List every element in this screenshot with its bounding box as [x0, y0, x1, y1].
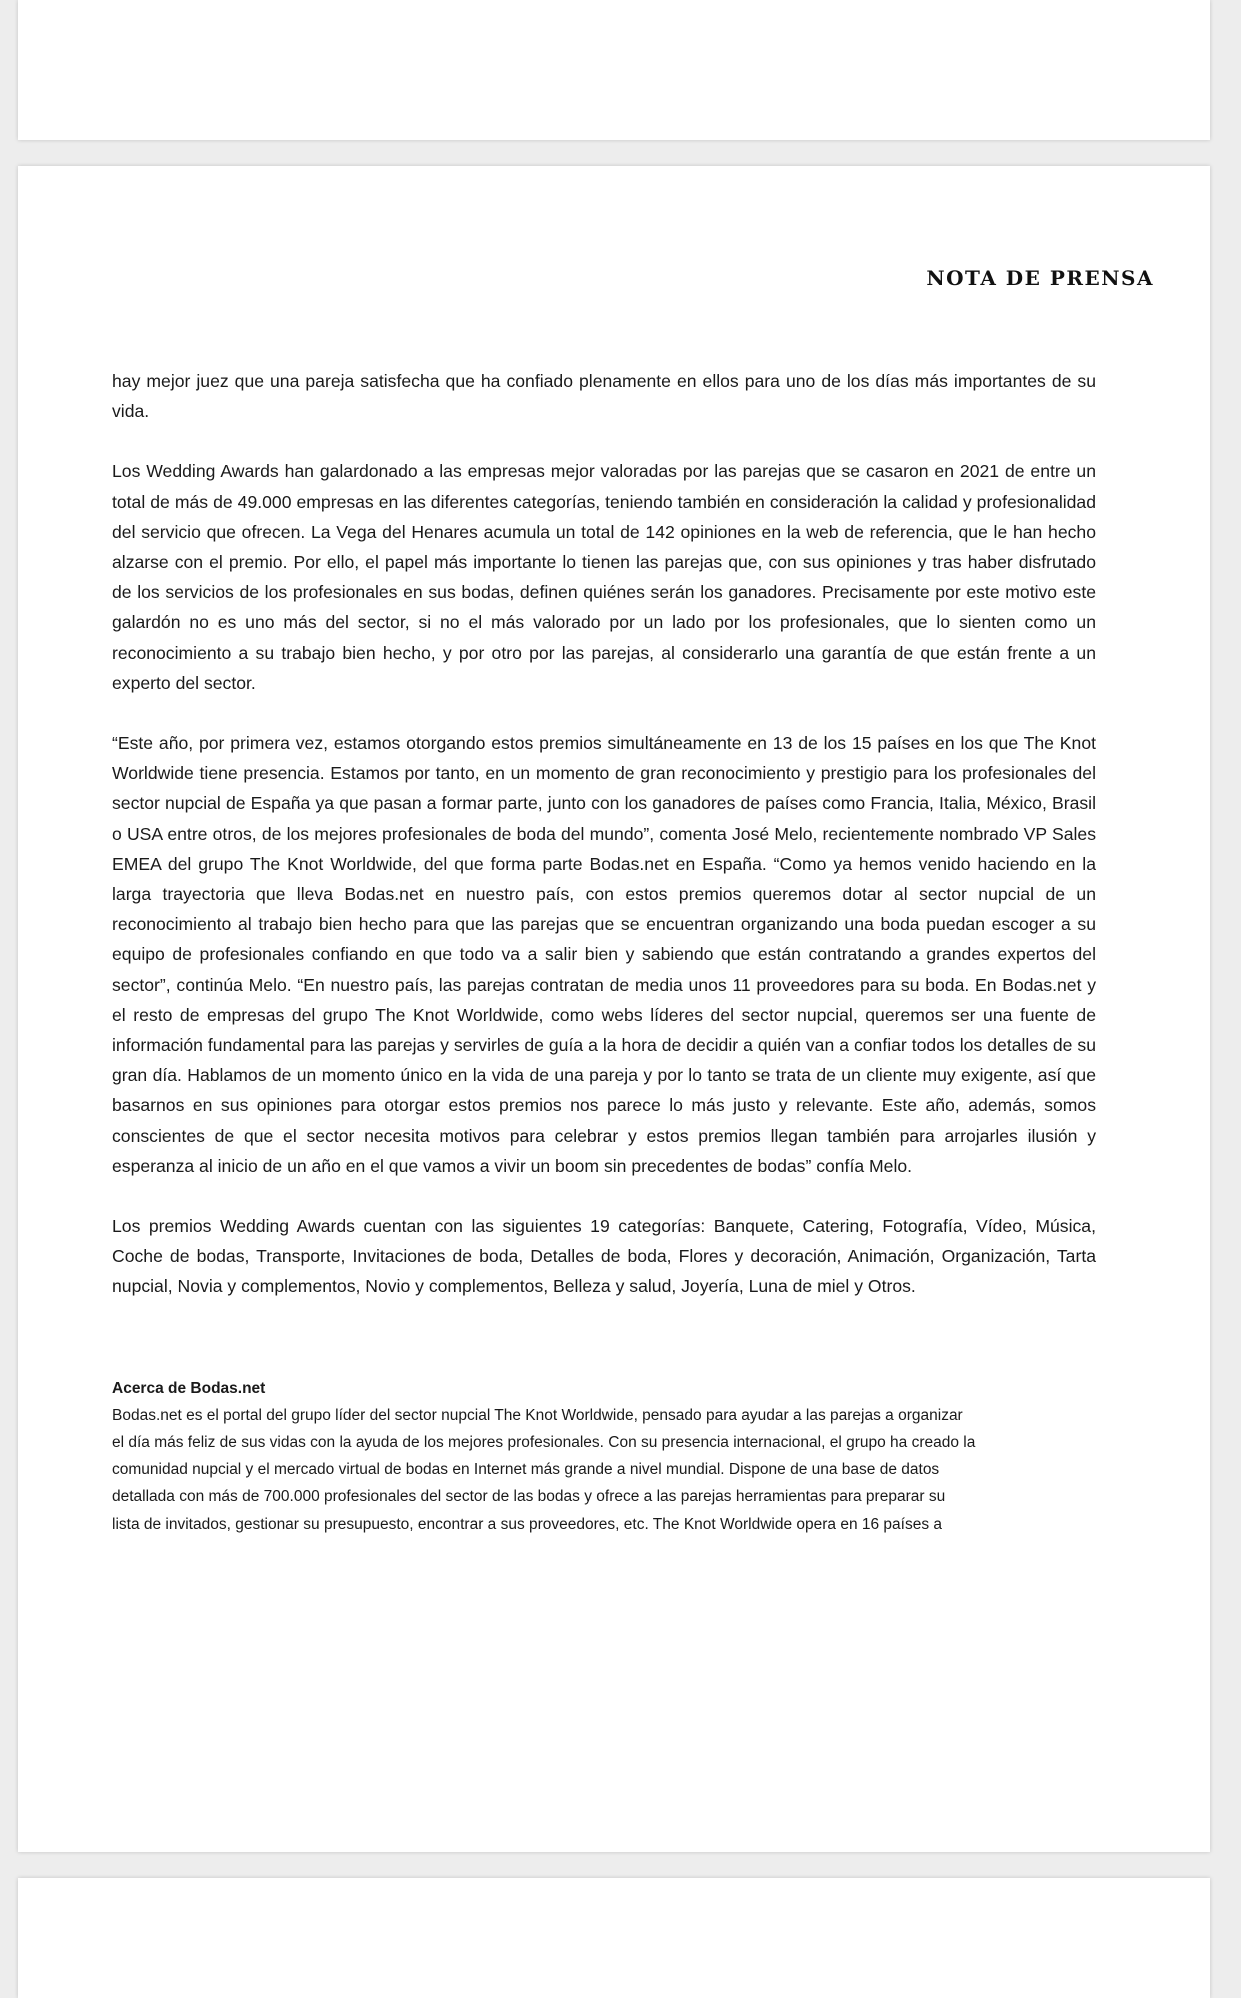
paragraph-categories: Los premios Wedding Awards cuentan con las siguientes 19 categorías: Banquete, Catering, Fotografía, Vídeo, Música, Coche de bodas, Transporte, Invitaciones de boda, Detalles de boda, Flores y decoración, Animación, Organización, Tarta nupcial, Novia y complementos, Novio y complementos, Belleza y salud, Joyería, Luna de miel y Otros.: [112, 1216, 1096, 1297]
next-page: [18, 1878, 1210, 1998]
about-title: Acerca de Bodas.net: [112, 1379, 266, 1397]
about-line: Bodas.net es el portal del grupo líder del sector nupcial The Knot Worldwide, pensado para ayudar a las parejas a organizar: [112, 1406, 963, 1424]
page-body: [112, 366, 1096, 1538]
previous-page: [18, 0, 1210, 140]
paragraph-intro: hay mejor juez que una pareja satisfecha que ha confiado plenamente en ellos para uno de los días más importantes de su vida.: [112, 371, 1096, 422]
about-section: [112, 1376, 1096, 1538]
about-line: comunidad nupcial y el mercado virtual de bodas en Internet más grande a nivel mundial. Dispone de una base de datos: [112, 1461, 940, 1479]
about-text: [112, 1402, 1096, 1538]
press-release-label: NOTA DE PRENSA: [926, 266, 1154, 290]
document-page: [18, 166, 1210, 1852]
about-line: lista de invitados, gestionar su presupuesto, encontrar a sus proveedores, etc. The Knot Worldwide opera en 16 países a: [112, 1515, 943, 1533]
paragraph-awards: Los Wedding Awards han galardonado a las empresas mejor valoradas por las parejas que se casaron en 2021 de entre un total de más de 49.000 empresas en las diferentes categorías, teniendo también en consideración la calidad y profesionalidad del servicio que ofrecen. La Vega del Henares acumula un total de 142 opiniones en la web de referencia, que le han hecho alzarse con el premio. Por ello, el papel más importante lo tienen las parejas que, con sus opiniones y tras haber disfrutado de los servicios de los profesionales en sus bodas, definen quiénes serán los ganadores. Precisamente por este motivo este galardón no es uno más del sector, si no el más valorado por un lado por los profesionales, que lo sienten como un reconocimiento a su trabajo bien hecho, y por otro por las parejas, al considerarlo una garantía de que están frente a un experto del sector.: [112, 461, 1096, 693]
about-line: detallada con más de 700.000 profesionales del sector de las bodas y ofrece a las parejas herramientas para preparar su: [112, 1488, 946, 1506]
about-line: el día más feliz de sus vidas con la ayuda de los mejores profesionales. Con su presencia internacional, el grupo ha creado la: [112, 1433, 976, 1451]
paragraph-quote: “Este año, por primera vez, estamos otorgando estos premios simultáneamente en 13 de los 15 países en los que The Knot Worldwide tiene presencia. Estamos por tanto, en un momento de gran reconocimiento y prestigio para los profesionales del sector nupcial de España ya que pasan a formar parte, junto con los ganadores de países como Francia, Italia, México, Brasil o USA entre otros, de los mejores profesionales de boda del mundo”, comenta José Melo, recientemente nombrado VP Sales EMEA del grupo The Knot Worldwide, del que forma parte Bodas.net en España. “Como ya hemos venido haciendo en la larga trayectoria que lleva Bodas.net en nuestro país, con estos premios queremos dotar al sector nupcial de un reconocimiento al trabajo bien hecho para que las parejas que se encuentran organizando una boda puedan escoger a su equipo de profesionales confiando en que todo va a salir bien y sabiendo que están contratando a grandes expertos del sector”, continúa Melo. “En nuestro país, las parejas contratan de media unos 11 proveedores para su boda. En Bodas.net y el resto de empresas del grupo The Knot Worldwide, como webs líderes del sector nupcial, queremos ser una fuente de información fundamental para las parejas y servirles de guía a la hora de decidir a quién van a confiar todos los detalles de su gran día. Hablamos de un momento único en la vida de una pareja y por lo tanto se trata de un cliente muy exigente, así que basarnos en sus opiniones para otorgar estos premios nos parece lo más justo y relevante. Este año, además, somos conscientes de que el sector necesita motivos para celebrar y estos premios llegan también para arrojarles ilusión y esperanza al inicio de un año en el que vamos a vivir un boom sin precedentes de bodas” confía Melo.: [112, 733, 1096, 1176]
